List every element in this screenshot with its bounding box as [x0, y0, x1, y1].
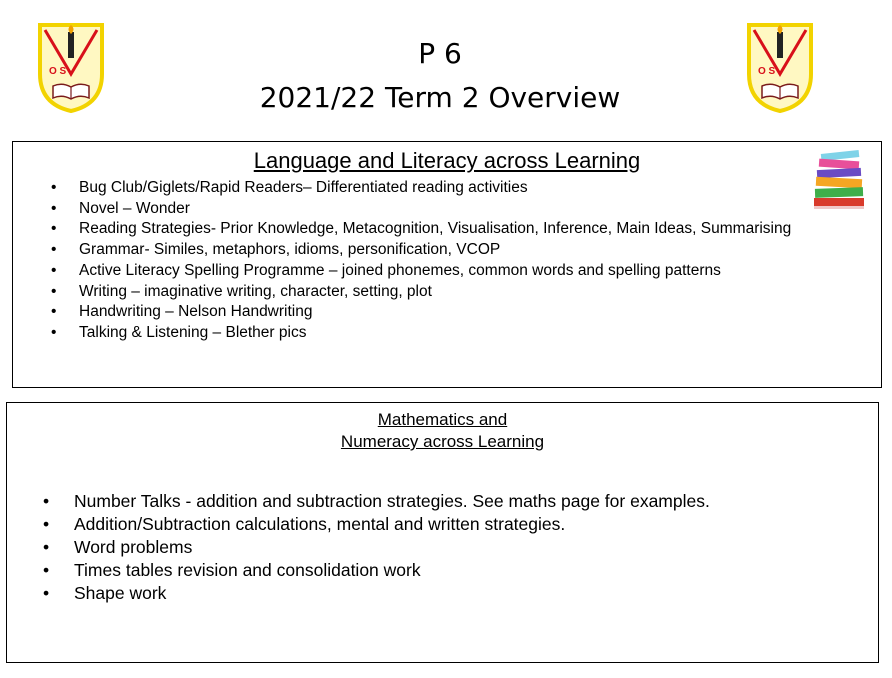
- crest-icon: [37, 22, 105, 114]
- list-item: • Reading Strategies- Prior Knowledge, Metacognition, Visualisation, Inference, Main Ideas, Summarising: [51, 220, 792, 238]
- class-label: P 6: [418, 37, 462, 70]
- list-item: • Addition/Subtraction calculations, mental and written strategies.: [43, 514, 566, 534]
- list-item: • Active Literacy Spelling Programme – joined phonemes, common words and spelling patterns: [51, 261, 721, 279]
- list-item: • Writing – imaginative writing, character, setting, plot: [51, 282, 432, 300]
- list-item: • Handwriting – Nelson Handwriting: [51, 303, 313, 321]
- page-title: 2021/22 Term 2 Overview: [259, 81, 621, 114]
- maths-list: [43, 490, 710, 605]
- literacy-list: [51, 178, 791, 344]
- school-crest-right: [746, 22, 814, 114]
- list-item: • Times tables revision and consolidation work: [43, 560, 421, 580]
- crest-icon: [746, 22, 814, 114]
- list-item: • Bug Club/Giglets/Rapid Readers– Differentiated reading activities: [51, 179, 528, 196]
- school-crest-left: [37, 22, 105, 114]
- list-item: • Talking & Listening – Blether pics: [51, 323, 307, 341]
- list-item: • Novel – Wonder: [51, 199, 190, 217]
- list-item: • Word problems: [43, 537, 193, 557]
- list-item: • Shape work: [43, 583, 167, 603]
- list-item: • Grammar- Similes, metaphors, idioms, personification, VCOP: [51, 241, 501, 259]
- page-header: [200, 32, 680, 120]
- maths-heading: Mathematics and Numeracy across Learning: [340, 410, 545, 451]
- literacy-heading: Language and Literacy across Learning: [253, 148, 641, 173]
- maths-section: [6, 402, 879, 663]
- books-icon: [811, 148, 869, 214]
- crest-letters: O S: [758, 66, 776, 77]
- literacy-section: [12, 141, 882, 388]
- list-item: • Number Talks - addition and subtraction strategies. See maths page for examples.: [43, 491, 710, 511]
- crest-letters: O S: [49, 66, 67, 77]
